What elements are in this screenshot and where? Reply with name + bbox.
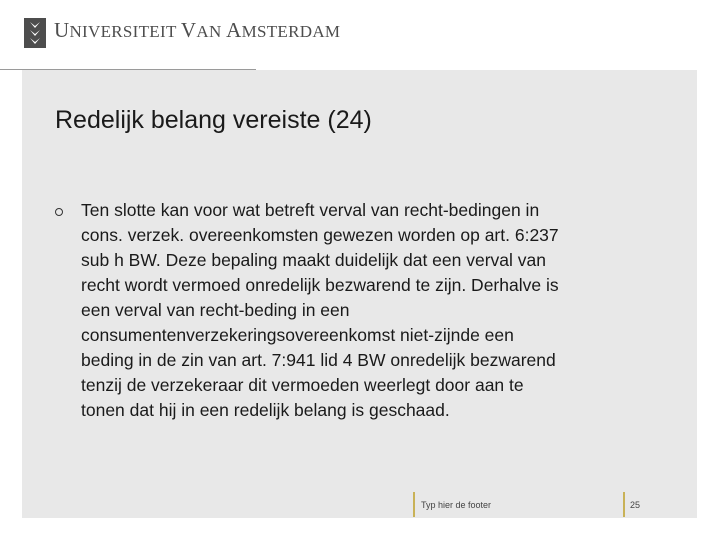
text-line: recht wordt vermoed onredelijk bezwarend te zijn. Derhalve is <box>81 275 559 295</box>
footer-divider-left <box>413 492 415 517</box>
text-line: tonen dat hij in een redelijk belang is geschaad. <box>81 400 450 420</box>
text-line: sub h BW. Deze bepaling maakt duidelijk dat een verval van <box>81 250 546 270</box>
text-line: tenzij de verzekeraar dit vermoeden weerlegt door aan te <box>81 375 524 395</box>
circle-bullet-icon <box>55 208 63 216</box>
bullet-text <box>81 198 641 423</box>
page-number: 25 <box>630 500 641 510</box>
footer-divider-right <box>623 492 625 517</box>
footer-text: Typ hier de footer <box>421 500 492 510</box>
brand-name: UNIVERSITEIT VAN AMSTERDAM <box>54 18 341 42</box>
text-line: consumentenverzekeringsovereenkomst niet-zijnde een <box>81 325 514 345</box>
text-line: cons. verzek. overeenkomsten gewezen worden op art. 6:237 <box>81 225 559 245</box>
uva-crest-icon <box>24 18 46 48</box>
text-line: beding in de zin van art. 7:941 lid 4 BW onredelijk bezwarend <box>81 350 556 370</box>
slide-title: Redelijk belang vereiste (24) <box>55 106 372 134</box>
text-line: een verval van recht-beding in een <box>81 300 350 320</box>
header <box>0 0 720 70</box>
text-line: Ten slotte kan voor wat betreft verval van recht-bedingen in <box>81 200 540 220</box>
